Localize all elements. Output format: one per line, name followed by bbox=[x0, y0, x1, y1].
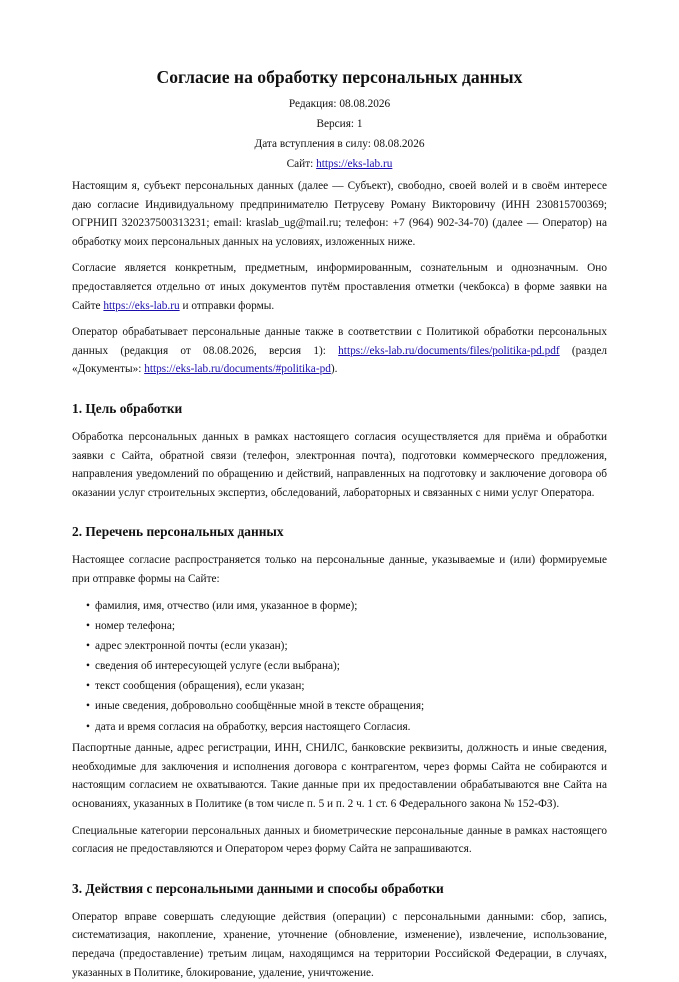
intro-paragraph-1: Настоящим я, субъект персональных данных (далее — Субъект), свободно, своей волей и в своём интересе даю согласие Индивидуальному предпринимателю Петрусеву Роману Викторовичу (ИНН 230815700369; ОГРНИП 320237500313231; email: kraslab_ug@mail.ru; телефон: +7 (964) 902-34-70) (далее — Оператор) на обработку моих персональных данных на условиях, изложенных ниже. bbox=[72, 180, 607, 248]
list-item-text: номер телефона; bbox=[95, 619, 176, 632]
intro-p2-text-end: и отправки формы. bbox=[179, 299, 275, 312]
policy-documents-link[interactable]: https://eks-lab.ru/documents/#politika-pd bbox=[144, 363, 331, 376]
intro-paragraph-2 bbox=[72, 259, 607, 315]
bullet-icon: • bbox=[86, 599, 90, 612]
site-label: Сайт: bbox=[286, 158, 317, 170]
section-3-heading: 3. Действия с персональными данными и способы обработки bbox=[72, 880, 444, 896]
list-item bbox=[86, 617, 607, 636]
bullet-icon: • bbox=[86, 680, 90, 693]
list-item bbox=[86, 677, 607, 696]
bullet-icon: • bbox=[86, 700, 90, 713]
bullet-icon: • bbox=[86, 720, 90, 733]
list-item-text: иные сведения, добровольно сообщённые мной в тексте обращения; bbox=[95, 700, 425, 713]
list-item bbox=[86, 718, 607, 737]
intro-paragraph-3 bbox=[72, 323, 607, 379]
intro-p3-text: Оператор обрабатывает персональные данные также в соответствии с Политикой обработки персональных данных (редакция от 08.08.2026, версия 1): bbox=[72, 326, 607, 357]
bullet-icon: • bbox=[86, 619, 90, 632]
policy-pdf-link[interactable]: https://eks-lab.ru/documents/files/politika-pd.pdf bbox=[338, 344, 560, 357]
section-3-paragraph: Оператор вправе совершать следующие действия (операции) с персональными данными: сбор, запись, систематизация, накопление, хранение, уточнение (обновление, изменение), извлечение, использование, передача (предоставление) третьим лицам, находящимся на территории Российской Федерации, в случаях, указанных в Политике, блокирование, удаление, уничтожение. bbox=[72, 910, 607, 979]
intro-p3-text-middle: (раздел «Документы»: bbox=[72, 344, 607, 376]
list-item-text: сведения об интересующей услуге (если выбрана); bbox=[95, 660, 340, 673]
personal-data-list bbox=[72, 597, 607, 737]
list-item-text: фамилия, имя, отчество (или имя, указанное в форме); bbox=[95, 599, 358, 612]
section-2-intro: Настоящее согласие распространяется только на персональные данные, указываемые и (или) формируемые при отправке формы на Сайте: bbox=[72, 554, 607, 585]
section-2-heading: 2. Перечень персональных данных bbox=[72, 524, 284, 540]
section-1-paragraph: Обработка персональных данных в рамках настоящего согласия осуществляется для приёма и обработки заявки с Сайта, обратной связи (телефон, электронная почта), подготовки коммерческого предложения, направления уведомлений по обращению и действий, направленных на подготовку и заключение договора об оказании услуг строительных экспертиз, обследований, лабораторных и связанных с ними услуг Оператора. bbox=[72, 430, 607, 499]
revision-line: Редакция: 08.08.2026 bbox=[288, 98, 391, 110]
list-item bbox=[86, 697, 607, 716]
intro-p3-text-end: ). bbox=[330, 363, 338, 376]
effective-date-line: Дата вступления в силу: 08.08.2026 bbox=[254, 138, 425, 150]
list-item bbox=[86, 637, 607, 656]
list-item-text: дата и время согласия на обработку, версия настоящего Согласия. bbox=[95, 720, 411, 733]
site-line bbox=[72, 156, 607, 172]
version-line: Версия: 1 bbox=[316, 118, 363, 130]
intro-p2-site-link[interactable]: https://eks-lab.ru bbox=[103, 299, 180, 312]
bullet-icon: • bbox=[86, 639, 90, 652]
bullet-icon: • bbox=[86, 660, 90, 673]
list-item-text: текст сообщения (обращения), если указан; bbox=[95, 680, 305, 693]
list-item bbox=[86, 597, 607, 616]
site-link[interactable]: https://eks-lab.ru bbox=[316, 158, 393, 170]
section-1-heading: 1. Цель обработки bbox=[72, 400, 183, 416]
list-item-text: адрес электронной почты (если указан); bbox=[95, 639, 288, 652]
document-title: Согласие на обработку персональных данных bbox=[156, 67, 523, 87]
section-2-paragraph-3: Специальные категории персональных данных и биометрические персональные данные в рамках настоящего согласия не предоставляются и Оператором через форму Сайта не запрашиваются. bbox=[72, 824, 607, 856]
intro-p2-text: Согласие является конкретным, предметным, информированным, сознательным и однозначным. Оно предоставляется отдельно от иных документов путём проставления отметки (чекбокса) в форме заявки на Сайте bbox=[72, 262, 607, 312]
section-2-paragraph-2: Паспортные данные, адрес регистрации, ИНН, СНИЛС, банковские реквизиты, должность и иные сведения, необходимые для заключения и исполнения договора с контрагентом, через формы Сайта не собираются и настоящим согласием не охватываются. Такие данные при их предоставлении обрабатываются вне Сайта на основаниях, указанных в Политике (в том числе п. 5 и п. 2 ч. 1 ст. 6 Федерального закона № 152-ФЗ). bbox=[72, 742, 607, 810]
list-item bbox=[86, 657, 607, 676]
